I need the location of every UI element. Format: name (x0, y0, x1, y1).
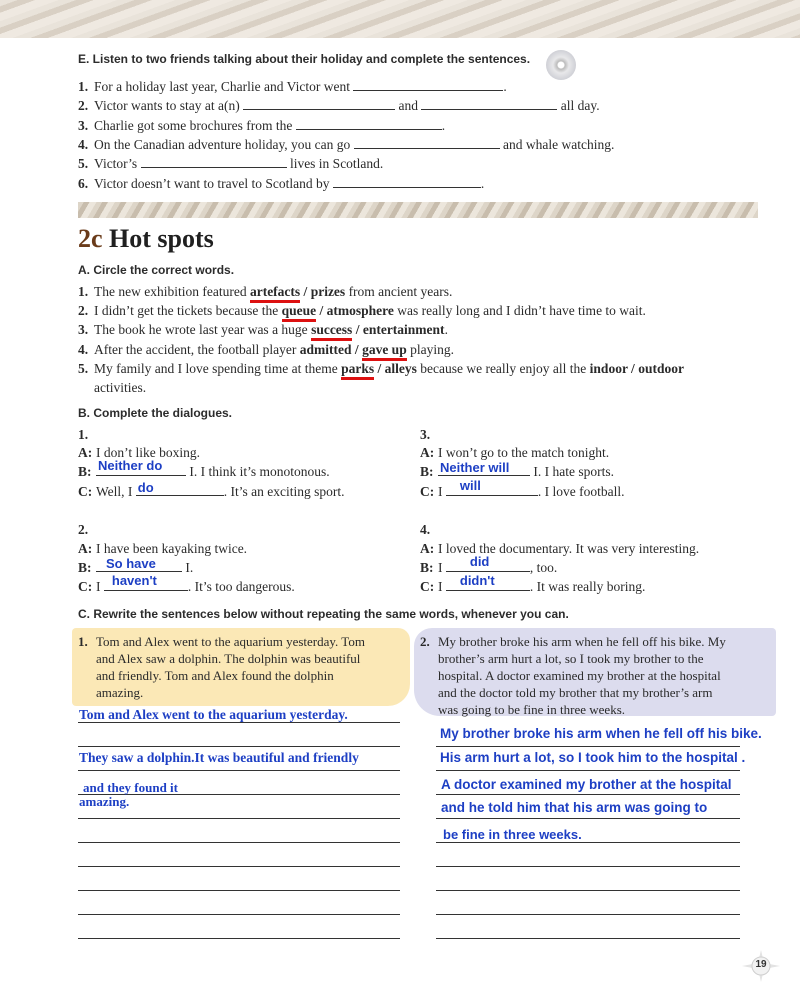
choice[interactable]: alleys (384, 361, 417, 376)
e-item-4: 4. On the Canadian adventure holiday, you can go and whale watching. (78, 137, 615, 152)
answer-blank[interactable]: didn't (446, 577, 530, 591)
prompt-1-text: 1. Tom and Alex went to the aquarium yesterday. Tom and Alex saw a dolphin. The dolphin was beautiful and friendly. Tom and Alex found the dolphin amazing. (78, 634, 365, 700)
dialogue-4-c: C: I didn't . It was really boring. (420, 573, 646, 594)
a-item-1: 1. The new exhibition featured artefacts / prizes from ancient years. (78, 282, 452, 301)
choice[interactable]: admitted (299, 342, 352, 357)
writing-line[interactable] (78, 914, 400, 915)
answer-blank[interactable]: haven't (104, 577, 188, 591)
circled-choice[interactable]: parks (341, 361, 374, 380)
handwritten-answer-line: They saw a dolphin.It was beautiful and friendly (79, 750, 359, 765)
unit-name: Hot spots (109, 224, 214, 253)
e-item-1: 1. For a holiday last year, Charlie and Victor went . (78, 79, 507, 94)
answer-blank[interactable] (296, 116, 442, 130)
writing-line[interactable] (436, 818, 740, 819)
answer-blank[interactable]: So have (96, 558, 182, 572)
dialogue-4-b: B: I did , too. (420, 554, 558, 575)
writing-line[interactable] (436, 866, 740, 867)
e-item-6: 6. Victor doesn’t want to travel to Scotland by . (78, 176, 485, 191)
dialogue-1-number: 1. (78, 427, 89, 442)
writing-line[interactable] (78, 770, 400, 771)
audio-cd-icon[interactable] (546, 50, 576, 80)
handwritten-answer-line: His arm hurt a lot, so I took him to the hospital . (440, 750, 746, 765)
dialogue-2-c: C: I haven't . It’s too dangerous. (78, 573, 295, 594)
section-b-heading: B. Complete the dialogues. (78, 406, 233, 420)
dialogue-3-a: A: I won’t go to the match tonight. (420, 445, 610, 460)
section-divider-band (78, 202, 758, 218)
answer-blank[interactable] (243, 96, 395, 110)
dialogue-2-a: A: I have been kayaking twice. (78, 541, 248, 556)
section-a-heading: A. Circle the correct words. (78, 263, 235, 277)
a-item-4: 4. After the accident, the football player admitted / gave up playing. (78, 340, 454, 359)
writing-line[interactable] (78, 818, 400, 819)
top-decorative-band (0, 0, 800, 38)
answer-blank[interactable]: Neither will (438, 462, 530, 476)
dialogue-4-number: 4. (420, 522, 431, 537)
answer-blank[interactable]: did (446, 558, 530, 572)
dialogue-3-c: C: I will . I love football. (420, 478, 625, 499)
answer-blank[interactable]: will (446, 482, 538, 496)
unit-title (78, 224, 214, 254)
writing-line[interactable] (436, 890, 740, 891)
writing-line[interactable] (78, 938, 400, 939)
circled-choice[interactable]: success (311, 322, 352, 341)
e-item-3: 3. Charlie got some brochures from the . (78, 118, 446, 133)
choice[interactable]: indoor / outdoor (589, 361, 684, 376)
answer-blank[interactable] (333, 174, 481, 188)
a-item-3: 3. The book he wrote last year was a huge success / entertainment. (78, 320, 448, 339)
writing-line[interactable] (78, 866, 400, 867)
writing-line[interactable] (78, 890, 400, 891)
answer-blank[interactable] (354, 135, 500, 149)
page-number-badge (742, 950, 780, 982)
writing-line[interactable] (78, 842, 400, 843)
answer-blank[interactable] (141, 154, 287, 168)
dialogue-1-b: B: Neither do I. I think it’s monotonous. (78, 458, 330, 479)
choice[interactable]: entertainment (362, 322, 445, 337)
page-number: 19 (755, 959, 767, 970)
answer-blank[interactable] (353, 77, 503, 91)
writing-line[interactable] (78, 746, 400, 747)
handwritten-answer-line: Tom and Alex went to the aquarium yesterday. (79, 707, 348, 722)
handwritten-answer-line: amazing. (79, 794, 130, 809)
dialogue-3-b: B: Neither will I. I hate sports. (420, 460, 614, 479)
dialogue-2-b: B: So have I. (78, 556, 194, 575)
section-e-heading: E. Listen to two friends talking about their holiday and complete the sentences. (78, 52, 531, 66)
handwritten-answer-line: A doctor examined my brother at the hospital (441, 777, 732, 792)
choice[interactable]: atmosphere (326, 303, 394, 318)
handwritten-answer-line: be fine in three weeks. (443, 827, 582, 842)
circled-choice[interactable]: artefacts (250, 284, 300, 303)
writing-line[interactable] (436, 938, 740, 939)
unit-code: 2c (78, 224, 103, 253)
choice[interactable]: prizes (310, 284, 346, 299)
dialogue-1-c: C: Well, I do . It’s an exciting sport. (78, 480, 345, 499)
circled-choice[interactable]: queue (282, 303, 317, 322)
a-item-5-continued: activities. (94, 380, 147, 395)
dialogue-1-a: A: I don’t like boxing. (78, 445, 200, 460)
dialogue-4-a: A: I loved the documentary. It was very interesting. (420, 541, 700, 556)
writing-line[interactable] (436, 842, 740, 843)
answer-blank[interactable] (421, 96, 557, 110)
prompt-2-text: 2. My brother broke his arm when he fell off his bike. My brother’s arm hurt a lot, so I took my brother to the hospital. A doctor examined my brother at the hospital and the doctor told my brother that my brother’s arm was going to be fine in three weeks. (420, 634, 726, 717)
writing-line[interactable] (436, 746, 740, 747)
dialogue-2-number: 2. (78, 522, 89, 537)
circled-choice[interactable]: gave up (362, 342, 407, 361)
answer-blank[interactable]: do (136, 482, 224, 496)
handwritten-answer-line: and he told him that his arm was going to (441, 800, 708, 815)
a-item-5: 5. My family and I love spending time at theme parks / alleys because we really enjoy all the indoor / outdoor (78, 359, 684, 378)
e-item-5: 5. Victor’s lives in Scotland. (78, 156, 384, 171)
handwritten-answer-line: My brother broke his arm when he fell off his bike. (440, 726, 762, 741)
handwritten-answer-line: and they found it (83, 780, 178, 795)
dialogue-3-number: 3. (420, 427, 431, 442)
writing-line[interactable] (436, 770, 740, 771)
section-c-heading: C. Rewrite the sentences below without repeating the same words, whenever you can. (78, 607, 569, 621)
answer-blank[interactable]: Neither do (96, 462, 186, 476)
writing-line[interactable] (436, 914, 740, 915)
e-item-2: 2. Victor wants to stay at a(n) and all day. (78, 98, 600, 113)
a-item-2: 2. I didn’t get the tickets because the queue / atmosphere was really long and I didn’t have time to wait. (78, 301, 646, 320)
writing-line[interactable] (436, 794, 740, 795)
